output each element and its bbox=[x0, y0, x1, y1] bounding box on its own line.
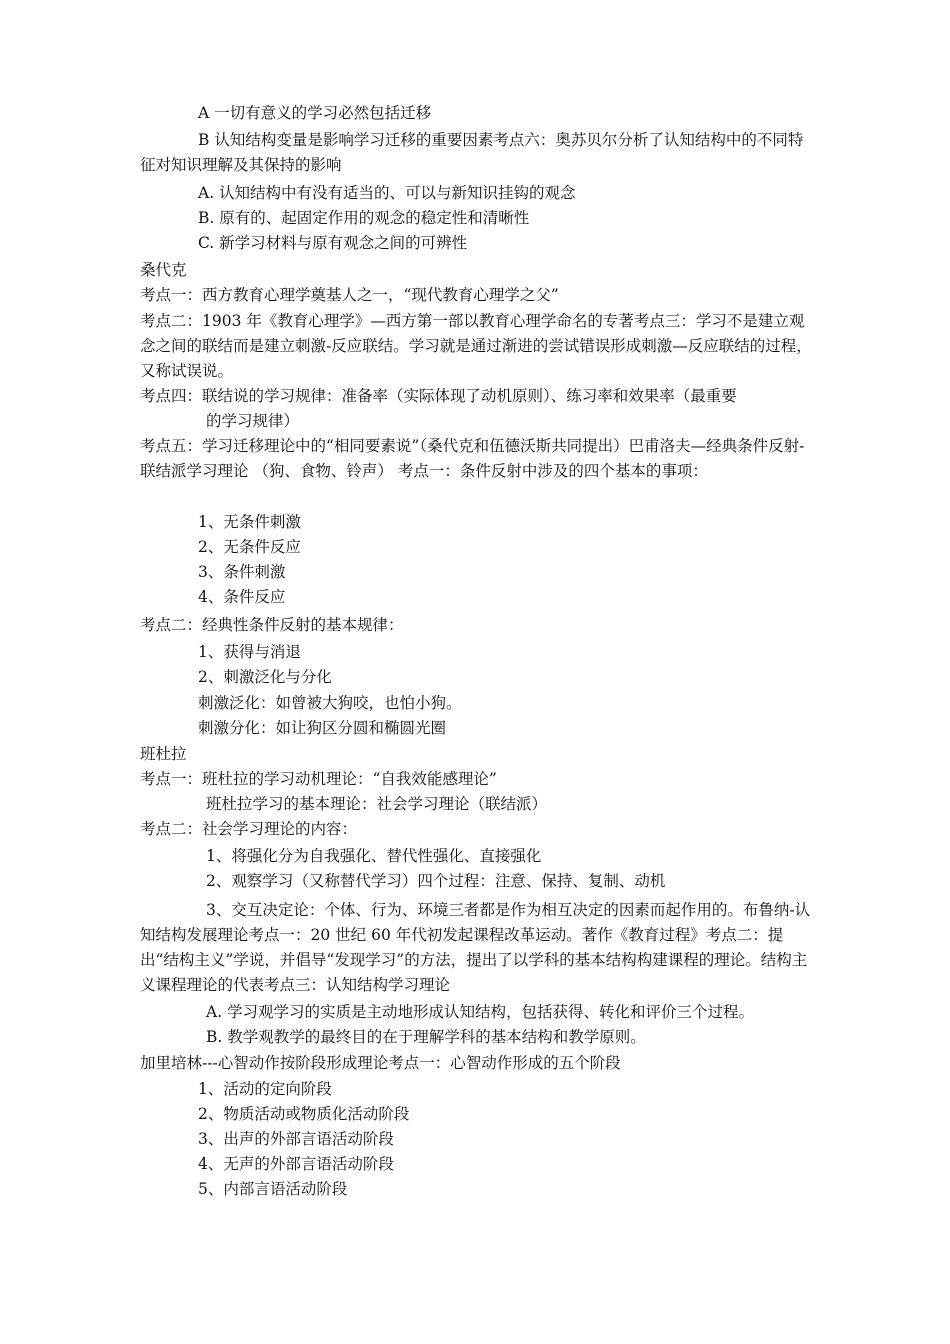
section-heading: 班杜拉 bbox=[140, 745, 187, 763]
text-paragraph bbox=[140, 128, 815, 178]
paragraph-text: B 认知结构变量是影响学习迁移的重要因素考点六：奥苏贝尔分析了认知结构中的不同特征对知识理解及其保持的影响 bbox=[140, 131, 804, 174]
list-item: 3、出声的外部言语活动阶段 bbox=[198, 1130, 394, 1148]
text-line: 考点一：班杜拉的学习动机理论：“自我效能感理论” bbox=[140, 770, 497, 788]
text-line: 加里培林---心智动作按阶段形成理论考点一：心智动作形成的五个阶段 bbox=[140, 1054, 621, 1072]
text-paragraph bbox=[140, 898, 815, 998]
list-item: C. 新学习材料与原有观念之间的可辨性 bbox=[198, 234, 468, 252]
paragraph-text: 考点四：联结说的学习规律：准备率（实际体现了动机原则）、练习率和效果率（最重要 bbox=[140, 387, 737, 405]
list-item: B. 教学观教学的最终目的在于理解学科的基本结构和教学原则。 bbox=[206, 1028, 646, 1046]
list-item: 1、活动的定向阶段 bbox=[198, 1080, 332, 1098]
list-item: 3、条件刺激 bbox=[198, 563, 286, 581]
list-item: 1、获得与消退 bbox=[198, 643, 301, 661]
paragraph-continuation: 的学习规律） bbox=[206, 412, 300, 430]
list-item: 1、将强化分为自我强化、替代性强化、直接强化 bbox=[206, 847, 542, 865]
text-paragraph: 考点二：1903 年《教育心理学》—西方第一部以教育心理学命名的专著考点三：学习不是建立观念之间的联结而是建立刺激-反应联结。学习就是通过渐进的尝试错误形成刺激—反应联结的过程，又称试误说。 bbox=[140, 312, 812, 380]
paragraph-text: 3、交互决定论：个体、行为、环境三者都是作为相互决定的因素而起作用的。布鲁纳-认知结构发展理论考点一：20 世纪 60 年代初发起课程改革运动。著作《教育过程》考点二：提出“结构主义”学说，并倡导“发现学习”的方法，提出了以学科的基本结构构建课程的理论。结构主义课程理论的代表考点三：认知结构学习理论 bbox=[140, 901, 811, 994]
text-line: 考点一：西方教育心理学奠基人之一，“现代教育心理学之父” bbox=[140, 286, 559, 304]
list-item: 2、物质活动或物质化活动阶段 bbox=[198, 1105, 410, 1123]
text-line: 考点二：社会学习理论的内容： bbox=[140, 820, 358, 838]
text-line: 刺激分化：如让狗区分圆和椭圆光圈 bbox=[198, 719, 447, 737]
list-item: 1、无条件刺激 bbox=[198, 513, 301, 531]
text-line: 班杜拉学习的基本理论：社会学习理论（联结派） bbox=[206, 795, 548, 813]
section-heading: 桑代克 bbox=[140, 261, 187, 279]
list-item: 4、无声的外部言语活动阶段 bbox=[198, 1155, 394, 1173]
text-line: 考点二：经典性条件反射的基本规律： bbox=[140, 616, 404, 634]
list-item: 5、内部言语活动阶段 bbox=[198, 1180, 348, 1198]
text-line: 刺激泛化：如曾被大狗咬，也怕小狗。 bbox=[198, 694, 462, 712]
text-line: A 一切有意义的学习必然包括迁移 bbox=[198, 104, 432, 122]
list-item: A. 学习观学习的实质是主动地形成认知结构，包括获得、转化和评价三个过程。 bbox=[206, 1003, 755, 1021]
list-item: 4、条件反应 bbox=[198, 588, 286, 606]
text-paragraph: 考点五：学习迁移理论中的“相同要素说”（桑代克和伍德沃斯共同提出）巴甫洛夫—经典条件反射-联结派学习理论 （狗、食物、铃声） 考点一：条件反射中涉及的四个基本的事项： bbox=[140, 437, 805, 480]
list-item: B. 原有的、起固定作用的观念的稳定性和清晰性 bbox=[198, 209, 530, 227]
list-item: 2、无条件反应 bbox=[198, 538, 301, 556]
text-paragraph bbox=[140, 384, 815, 434]
list-item: A. 认知结构中有没有适当的、可以与新知识挂钩的观念 bbox=[198, 184, 576, 202]
list-item: 2、观察学习（又称替代学习）四个过程：注意、保持、复制、动机 bbox=[206, 872, 666, 890]
list-item: 2、刺激泛化与分化 bbox=[198, 668, 332, 686]
